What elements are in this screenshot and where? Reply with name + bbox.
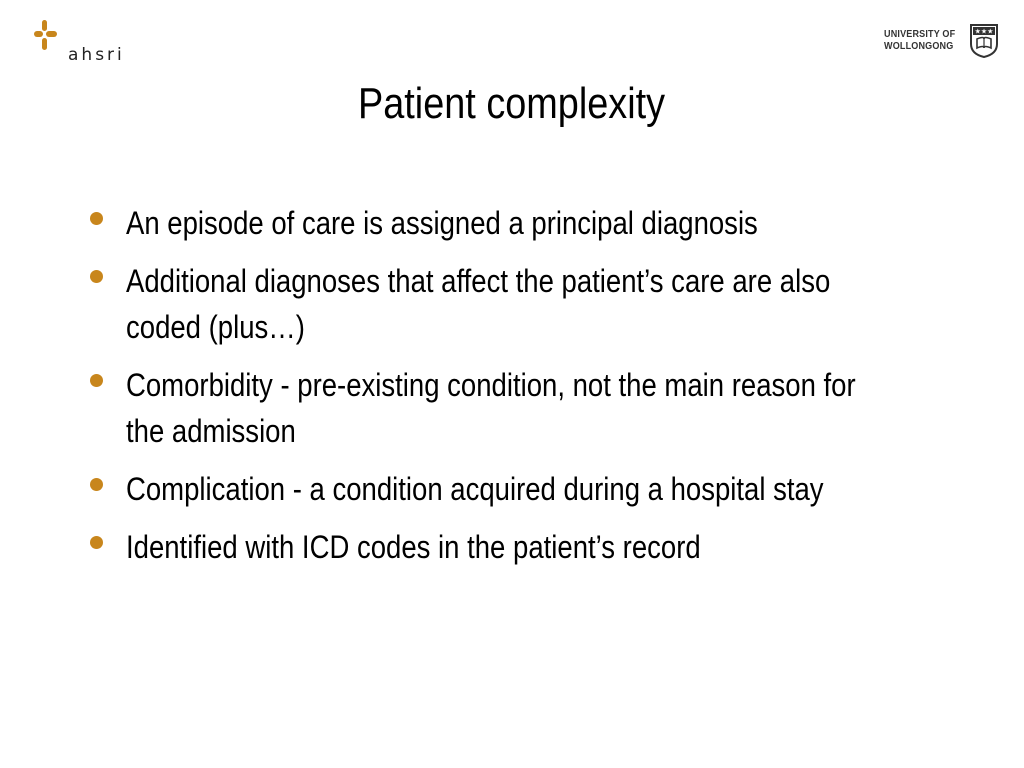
crest-icon <box>970 24 998 58</box>
bullet-text: Additional diagnoses that affect the patient’s care are also coded (plus…) <box>126 263 831 345</box>
bullet-text: Comorbidity - pre-existing condition, not the main reason for the admission <box>126 367 856 449</box>
bullet-text: Complication - a condition acquired during a hospital stay <box>126 471 824 507</box>
bullet-item <box>88 524 948 570</box>
bullet-dot-icon <box>90 212 103 225</box>
bullet-dot-icon <box>90 270 103 283</box>
bullet-item <box>88 466 948 512</box>
bullet-list <box>88 200 948 582</box>
bullet-dot-icon <box>90 536 103 549</box>
bullet-dot-icon <box>90 374 103 387</box>
bullet-text: An episode of care is assigned a principal diagnosis <box>126 205 758 241</box>
bullet-text: Identified with ICD codes in the patient’s record <box>126 529 701 565</box>
svg-text:★★★: ★★★ <box>974 27 994 36</box>
university-logo-line-1: UNIVERSITY OF <box>884 28 956 40</box>
bullet-item <box>88 200 948 246</box>
slide-title-text: Patient complexity <box>358 79 666 128</box>
bullet-item <box>88 362 948 454</box>
university-logo-text <box>884 28 955 52</box>
bullet-dot-icon <box>90 478 103 491</box>
bullet-item <box>88 258 948 350</box>
slide-title <box>0 76 1024 132</box>
ahsri-logo-text: ahsri <box>68 45 125 65</box>
ahsri-logo <box>34 18 144 68</box>
university-logo <box>884 24 1000 60</box>
ahsri-cross-icon <box>34 18 70 58</box>
university-logo-line-2: WOLLONGONG <box>884 40 954 52</box>
